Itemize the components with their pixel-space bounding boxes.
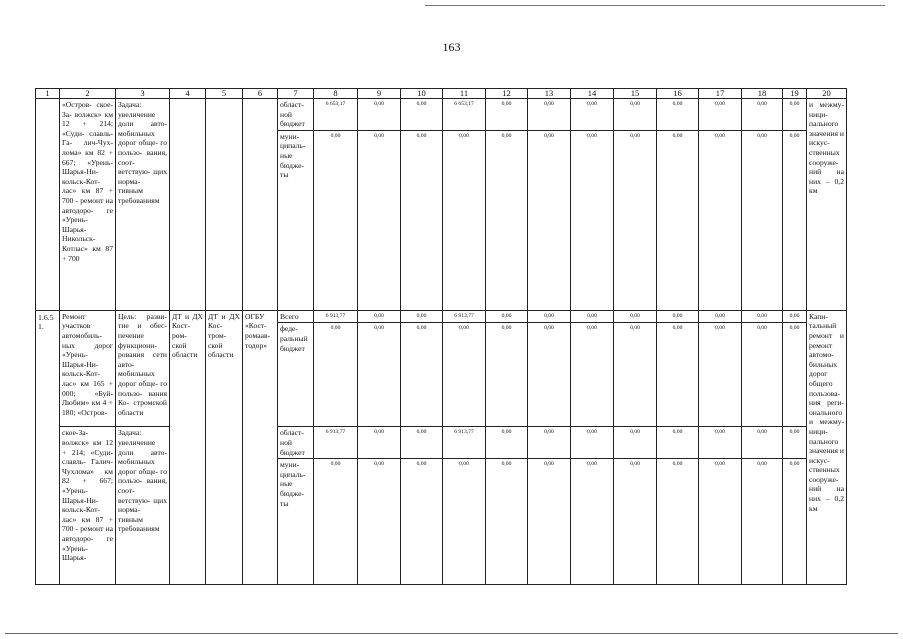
amount-cell: 0,00 bbox=[571, 99, 614, 131]
column-number: 4 bbox=[170, 89, 206, 99]
column-number: 14 bbox=[571, 89, 614, 99]
column-number: 17 bbox=[699, 89, 742, 99]
object-name: «Остров- ское-За- волжск» км 12 + 214; «Суди- славль-Га- лич-Чух- лома» км 82 + 667; «Урень- Шарья-Ни- кольск-Кот- лас» км 87 + 700 - ремонт на автодоро- ге «Урень- Шарья- Никольск- Котлас» км 87 + 700 bbox=[60, 99, 116, 311]
amount-cell: 0,00 bbox=[528, 427, 571, 459]
amount-cell: 0,00 bbox=[486, 427, 528, 459]
column-number: 1 bbox=[36, 89, 60, 99]
amount-cell: 0,00 bbox=[358, 310, 401, 323]
amount-cell: 0,00 bbox=[699, 427, 742, 459]
amount-cell: 0,00 bbox=[358, 459, 401, 585]
amount-cell: 0,00 bbox=[614, 427, 657, 459]
coordinator: ДТ и ДХ Кост- ром- ской области bbox=[170, 310, 206, 584]
result-note: и межму- ници- пального значения и искус- ственных сооруже- ний на них – 0,2 км bbox=[807, 99, 847, 311]
amount-cell: 0,00 bbox=[528, 323, 571, 427]
column-number: 13 bbox=[528, 89, 571, 99]
column-number: 12 bbox=[486, 89, 528, 99]
executor bbox=[206, 99, 243, 311]
amount-cell: 0,00 bbox=[401, 459, 443, 585]
amount-cell: 0,00 bbox=[443, 130, 486, 310]
amount-cell: 0,00 bbox=[699, 130, 742, 310]
column-number: 11 bbox=[443, 89, 486, 99]
amount-cell: 0,00 bbox=[358, 323, 401, 427]
amount-cell: 0,00 bbox=[486, 459, 528, 585]
table-row bbox=[36, 310, 847, 323]
column-number: 9 bbox=[358, 89, 401, 99]
amount-cell: 6 653,17 bbox=[314, 99, 358, 131]
column-number: 10 bbox=[401, 89, 443, 99]
amount-cell: 0,00 bbox=[614, 130, 657, 310]
amount-cell: 0,00 bbox=[443, 459, 486, 585]
goal-text: Задача: увеличение доли авто- мобильных дорог обще- го пользо- вания, соот- ветствую- щих норма- тивным требованиям bbox=[116, 99, 170, 311]
item-code bbox=[36, 99, 60, 311]
amount-cell: 0,00 bbox=[614, 459, 657, 585]
budget-source: муни- ципаль- ные бюдже- ты bbox=[278, 130, 314, 310]
budget-table bbox=[35, 88, 847, 585]
amount-cell: 0,00 bbox=[358, 99, 401, 131]
amount-cell: 0,00 bbox=[571, 310, 614, 323]
amount-cell: 0,00 bbox=[314, 130, 358, 310]
amount-cell: 0,00 bbox=[699, 99, 742, 131]
amount-cell: 0,00 bbox=[401, 323, 443, 427]
amount-cell: 0,00 bbox=[783, 323, 807, 427]
amount-cell: 0,00 bbox=[699, 310, 742, 323]
amount-cell: 0,00 bbox=[742, 99, 783, 131]
amount-cell: 0,00 bbox=[614, 99, 657, 131]
budget-source: област- ной бюджет bbox=[278, 427, 314, 459]
footer-rule bbox=[5, 633, 898, 634]
page-number: 163 bbox=[442, 40, 461, 54]
amount-cell: 0,00 bbox=[657, 310, 699, 323]
amount-cell: 0,00 bbox=[657, 427, 699, 459]
column-number: 18 bbox=[742, 89, 783, 99]
amount-cell: 0,00 bbox=[742, 427, 783, 459]
budget-source: феде- ральный бюджет bbox=[278, 323, 314, 427]
item-code: 1.6.51. bbox=[36, 310, 60, 584]
column-number: 8 bbox=[314, 89, 358, 99]
amount-cell: 0,00 bbox=[486, 310, 528, 323]
amount-cell: 0,00 bbox=[571, 427, 614, 459]
participant bbox=[243, 99, 278, 311]
amount-cell: 0,00 bbox=[742, 310, 783, 323]
amount-cell: 0,00 bbox=[571, 130, 614, 310]
amount-cell: 0,00 bbox=[401, 130, 443, 310]
amount-cell: 0,00 bbox=[571, 323, 614, 427]
amount-cell: 0,00 bbox=[657, 459, 699, 585]
amount-cell: 0,00 bbox=[783, 459, 807, 585]
table-row bbox=[36, 99, 847, 131]
column-number: 2 bbox=[60, 89, 116, 99]
amount-cell: 0,00 bbox=[783, 310, 807, 323]
amount-cell: 0,00 bbox=[314, 459, 358, 585]
amount-cell: 0,00 bbox=[486, 130, 528, 310]
object-name-continued: ское-За- волжск» км 12 + 214; «Суди- славль- Галич- Чухлома» км 82 + 667; «Урень- Шарья-Ни- кольск-Кот- лас» км 87 + 700 - ремонт на автодоро- ге «Урень- Шарья- bbox=[60, 427, 116, 585]
amount-cell: 0,00 bbox=[443, 323, 486, 427]
amount-cell: 0,00 bbox=[401, 99, 443, 131]
table-row bbox=[36, 427, 847, 459]
header-row bbox=[36, 89, 847, 99]
amount-cell: 0,00 bbox=[783, 130, 807, 310]
column-number: 19 bbox=[783, 89, 807, 99]
column-number: 5 bbox=[206, 89, 243, 99]
goal-text: Цель: разви- тие и обес- печение функциони- рования сети авто- мобильных дорог обще- го пользо- вания Ко- стромской области bbox=[116, 310, 170, 427]
amount-cell: 0,00 bbox=[358, 427, 401, 459]
amount-cell: 0,00 bbox=[742, 130, 783, 310]
coordinator bbox=[170, 99, 206, 311]
amount-cell: 0,00 bbox=[783, 427, 807, 459]
amount-cell: 0,00 bbox=[528, 130, 571, 310]
result-note: Капи- тальный ремонт и ремонт автомо- бильных дорог общего пользова- ния реги- онального и межму- ници- пального значения и искус- ственных сооруже- ний на них – 0,2 км bbox=[807, 310, 847, 584]
amount-cell: 0,00 bbox=[614, 310, 657, 323]
amount-cell: 0,00 bbox=[699, 323, 742, 427]
amount-cell: 0,00 bbox=[571, 459, 614, 585]
amount-cell: 6 913,77 bbox=[443, 310, 486, 323]
amount-cell: 0,00 bbox=[314, 323, 358, 427]
amount-cell: 0,00 bbox=[528, 310, 571, 323]
amount-cell: 0,00 bbox=[699, 459, 742, 585]
amount-cell: 0,00 bbox=[358, 130, 401, 310]
amount-cell: 0,00 bbox=[657, 130, 699, 310]
amount-cell: 6 913,77 bbox=[443, 427, 486, 459]
column-number: 15 bbox=[614, 89, 657, 99]
amount-cell: 0,00 bbox=[657, 99, 699, 131]
amount-cell: 6 913,77 bbox=[314, 427, 358, 459]
budget-source: муни- ципаль- ные бюдже- ты bbox=[278, 459, 314, 585]
column-number: 6 bbox=[243, 89, 278, 99]
amount-cell: 0,00 bbox=[486, 99, 528, 131]
amount-cell: 0,00 bbox=[486, 323, 528, 427]
executor: ДТ и ДХ Кос- тром- ской области bbox=[206, 310, 243, 584]
amount-cell: 0,00 bbox=[657, 323, 699, 427]
column-number: 7 bbox=[278, 89, 314, 99]
amount-cell: 0,00 bbox=[783, 99, 807, 131]
amount-cell: 0,00 bbox=[528, 99, 571, 131]
amount-cell: 0,00 bbox=[401, 427, 443, 459]
amount-cell: 0,00 bbox=[742, 459, 783, 585]
amount-cell: 0,00 bbox=[742, 323, 783, 427]
amount-cell: 0,00 bbox=[528, 459, 571, 585]
amount-cell: 0,00 bbox=[614, 323, 657, 427]
amount-cell: 6 653,17 bbox=[443, 99, 486, 131]
column-number: 20 bbox=[807, 89, 847, 99]
header-rule bbox=[425, 5, 885, 6]
object-name: Ремонт участков автомобиль- ных дорог «Урень- Шарья-Ни- кольск-Кот- лас» км 165 + 000; «Буй- Любим» км 4 + 180; «Остров- bbox=[60, 310, 116, 427]
budget-source: Всего bbox=[278, 310, 314, 323]
amount-cell: 6 913,77 bbox=[314, 310, 358, 323]
amount-cell: 0,00 bbox=[401, 310, 443, 323]
participant: ОГБУ «Кост- ромаав- тодор» bbox=[243, 310, 278, 584]
column-number: 16 bbox=[657, 89, 699, 99]
goal-text-continued: Задача: увеличение доли авто- мобильных дорог обще- го пользо- вания, соот- ветствую- щих норма- тивным требованиям bbox=[116, 427, 170, 585]
column-number: 3 bbox=[116, 89, 170, 99]
budget-source: област- ной бюджет bbox=[278, 99, 314, 131]
